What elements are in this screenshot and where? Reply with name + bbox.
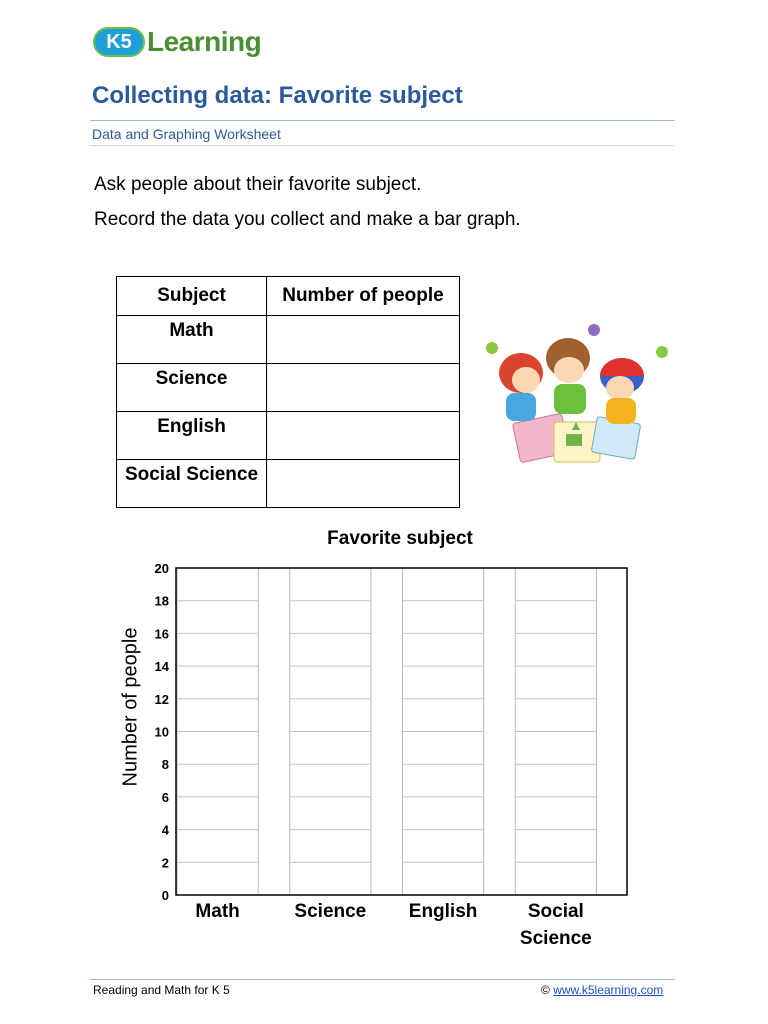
x-tick-label: Social	[527, 901, 584, 922]
table-row	[117, 460, 460, 508]
page-title: Collecting data: Favorite subject	[92, 82, 463, 109]
subject-cell: English	[117, 412, 267, 460]
y-tick-label: 16	[154, 626, 169, 642]
title-divider	[90, 120, 675, 121]
x-tick-label: Science	[294, 901, 367, 922]
table-row	[117, 316, 460, 364]
x-tick-label: Math	[195, 901, 240, 922]
x-tick-label: Science	[519, 928, 592, 949]
subtitle-divider	[90, 145, 675, 146]
chart-title: Favorite subject	[327, 528, 473, 549]
y-axis-label: Number of people	[119, 627, 142, 787]
footer-copyright	[541, 983, 663, 997]
kids-reading-illustration	[476, 318, 672, 478]
instruction-1: Ask people about their favorite subject.	[94, 174, 422, 195]
y-tick-label: 0	[161, 888, 169, 903]
y-tick-label: 10	[154, 724, 169, 740]
y-tick-label: 18	[154, 593, 169, 609]
y-tick-label: 8	[161, 757, 169, 773]
k5-learning-logo	[93, 20, 273, 64]
y-tick-label: 4	[161, 822, 169, 838]
count-cell[interactable]	[267, 364, 460, 412]
count-cell[interactable]	[267, 412, 460, 460]
subject-cell: Social Science	[117, 460, 267, 508]
website-link[interactable]: www.k5learning.com	[553, 983, 664, 997]
y-tick-label: 6	[161, 789, 169, 805]
x-tick-label: English	[408, 901, 478, 922]
header-subject: Subject	[117, 277, 267, 316]
table-row	[117, 364, 460, 412]
y-tick-label: 14	[154, 659, 169, 675]
bar-graph[interactable]	[100, 555, 660, 955]
table-row	[117, 412, 460, 460]
header-number-of-people: Number of people	[267, 277, 460, 316]
table-header-row	[117, 277, 460, 316]
copyright-symbol: ©	[541, 983, 550, 997]
data-table	[116, 276, 460, 508]
instruction-2: Record the data you collect and make a bar graph.	[94, 209, 521, 230]
y-tick-label: 20	[154, 561, 169, 576]
footer-tagline: Reading and Math for K 5	[93, 983, 230, 997]
page-subtitle: Data and Graphing Worksheet	[92, 126, 281, 142]
count-cell[interactable]	[267, 316, 460, 364]
subject-cell: Science	[117, 364, 267, 412]
y-tick-label: 2	[161, 855, 169, 871]
logo-badge: K5	[93, 27, 145, 57]
count-cell[interactable]	[267, 460, 460, 508]
subject-cell: Math	[117, 316, 267, 364]
y-tick-label: 12	[154, 691, 169, 707]
footer-divider	[90, 979, 675, 980]
logo-wordmark: Learning	[147, 26, 262, 57]
